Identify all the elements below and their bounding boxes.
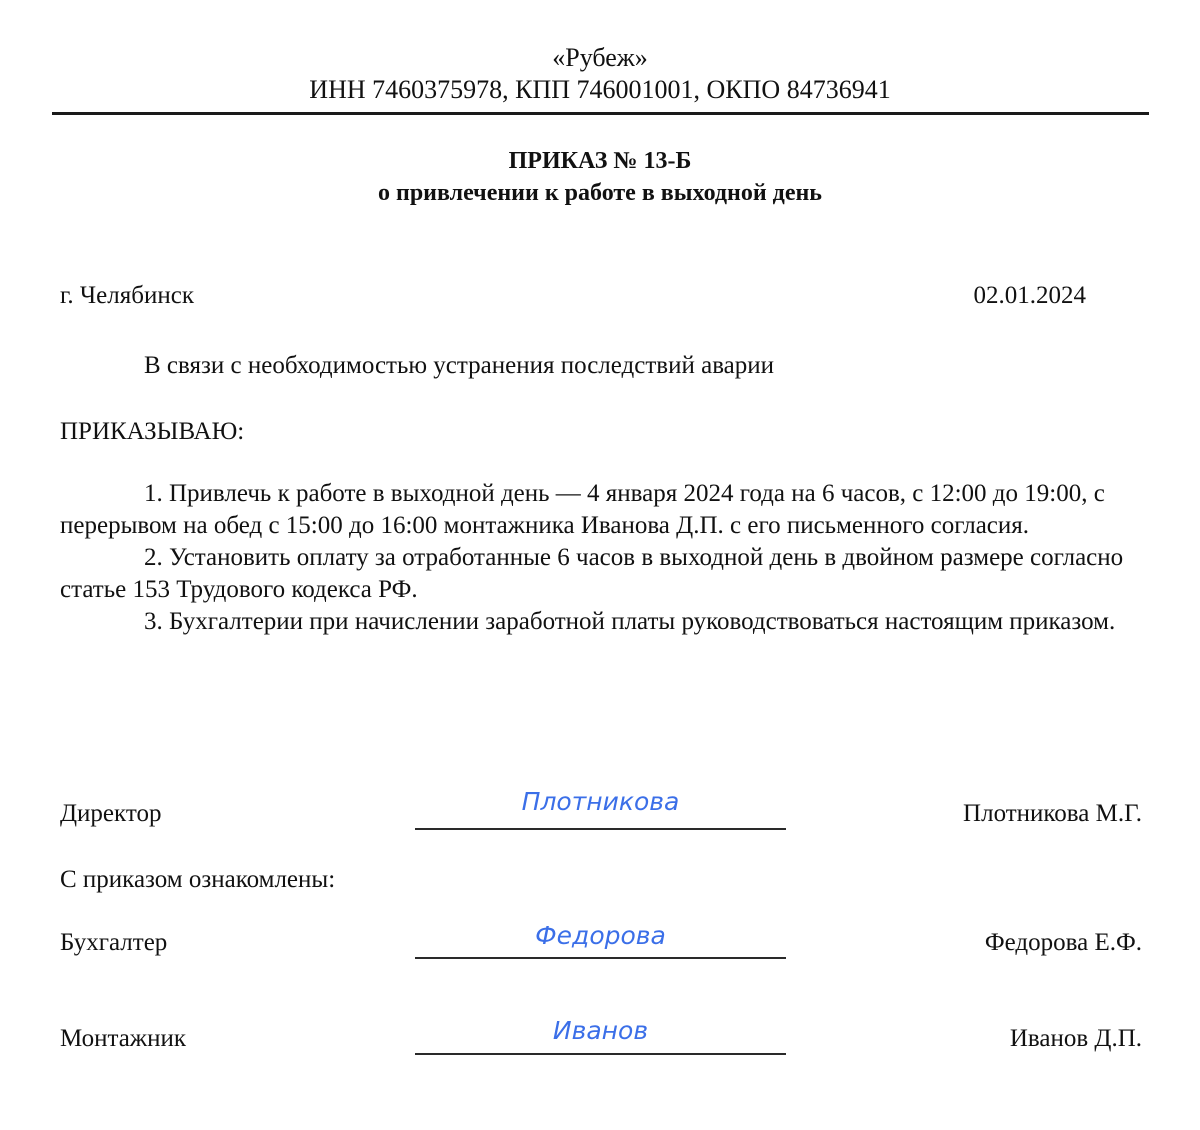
org-name: «Рубеж» [552, 43, 648, 72]
order-heading: ПРИКАЗ № 13-Б [508, 148, 692, 174]
order-items [60, 478, 1140, 638]
installer-name: Иванов Д.П. [1009, 1025, 1142, 1052]
accountant-role: Бухгалтер [60, 929, 168, 956]
order-item-3: 3. Бухгалтерии при начислении заработной платы руководствоваться настоящим приказом. [144, 608, 1116, 635]
city: г. Челябинск [60, 282, 194, 309]
accountant-name: Федорова Е.Ф. [984, 929, 1142, 956]
order-item-1: 1. Привлечь к работе в выходной день — 4 января 2024 года на 6 часов, с 12:00 до 19:00, с перерывом на обед с 15:00 до 16:00 монтажника Иванова Д.П. с его письменного согласия. [60, 480, 1105, 539]
accountant-handwritten-signature: Федорова [535, 921, 666, 950]
director-handwritten-signature: Плотникова [521, 787, 680, 816]
order-word: ПРИКАЗЫВАЮ: [60, 418, 245, 445]
installer-signature-line [415, 1053, 786, 1055]
acknowledged-label: С приказом ознакомлены: [60, 866, 336, 893]
director-role: Директор [60, 800, 162, 827]
installer-handwritten-signature: Иванов [552, 1016, 649, 1045]
header-divider [52, 112, 1149, 115]
director-signature-line [415, 828, 786, 830]
accountant-signature-line [415, 957, 786, 959]
order-subheading: о привлечении к работе в выходной день [378, 180, 822, 206]
order-item-2: 2. Установить оплату за отработанные 6 часов в выходной день в двойном размере согласно статье 153 Трудового кодекса РФ. [60, 544, 1124, 603]
preamble: В связи с необходимостью устранения последствий аварии [144, 352, 775, 379]
installer-role: Монтажник [60, 1025, 186, 1052]
order-date: 02.01.2024 [973, 282, 1086, 309]
director-name: Плотникова М.Г. [963, 800, 1142, 827]
org-details: ИНН 7460375978, КПП 746001001, ОКПО 84736941 [309, 75, 891, 104]
